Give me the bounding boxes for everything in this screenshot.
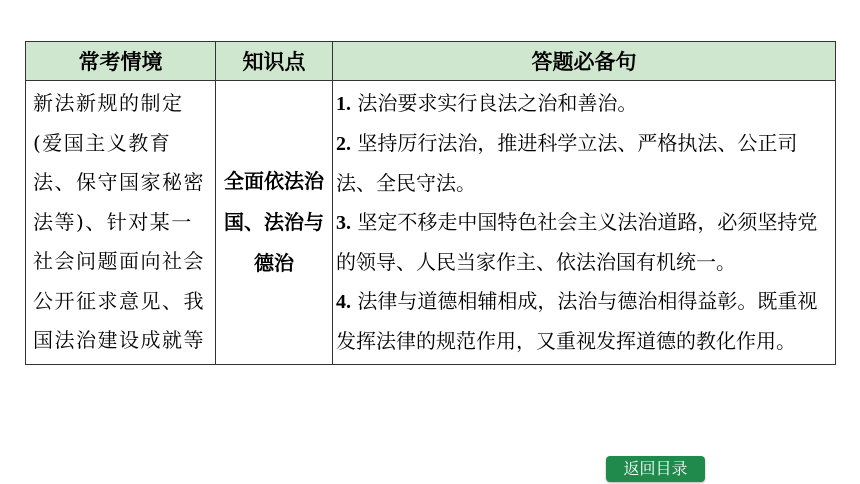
sentence-number: 2. [336,133,351,155]
sentence-item [336,203,829,282]
table-header-row [26,42,836,81]
sentence-item [336,124,829,203]
sentence-text: 坚持厉行法治，推进科学立法、严格执法、公正司法、全民守法。 [336,131,798,195]
sentence-number: 4. [336,291,351,313]
sentences-cell [333,81,836,365]
sentence-text: 法律与道德相辅相成，法治与德治相得益彰。既重视发挥法律的规范作用，又重视发挥道德的教化作用。 [336,289,818,353]
sentence-number: 1. [336,93,351,115]
knowledge-point-cell: 全面依法治国、法治与德治 [216,81,333,365]
sentence-item [336,282,829,361]
sentence-number: 3. [336,212,351,234]
sentence-text: 法治要求实行良法之治和善治。 [351,91,638,115]
header-scenario: 常考情境 [26,42,216,81]
table-row [26,81,836,365]
header-sentences: 答题必备句 [333,42,836,81]
scenario-cell: 新法新规的制定(爱国主义教育法、保守国家秘密法等)、针对某一社会问题面向社会公开征求意见、我国法治建设成就等 [26,81,216,365]
sentence-item [336,84,829,124]
header-knowledge: 知识点 [216,42,333,81]
return-to-contents-button[interactable]: 返回目录 [606,456,705,482]
sentence-text: 坚定不移走中国特色社会主义法治道路，必须坚持党的领导、人民当家作主、依法治国有机统一。 [336,210,818,274]
knowledge-table [25,41,836,365]
